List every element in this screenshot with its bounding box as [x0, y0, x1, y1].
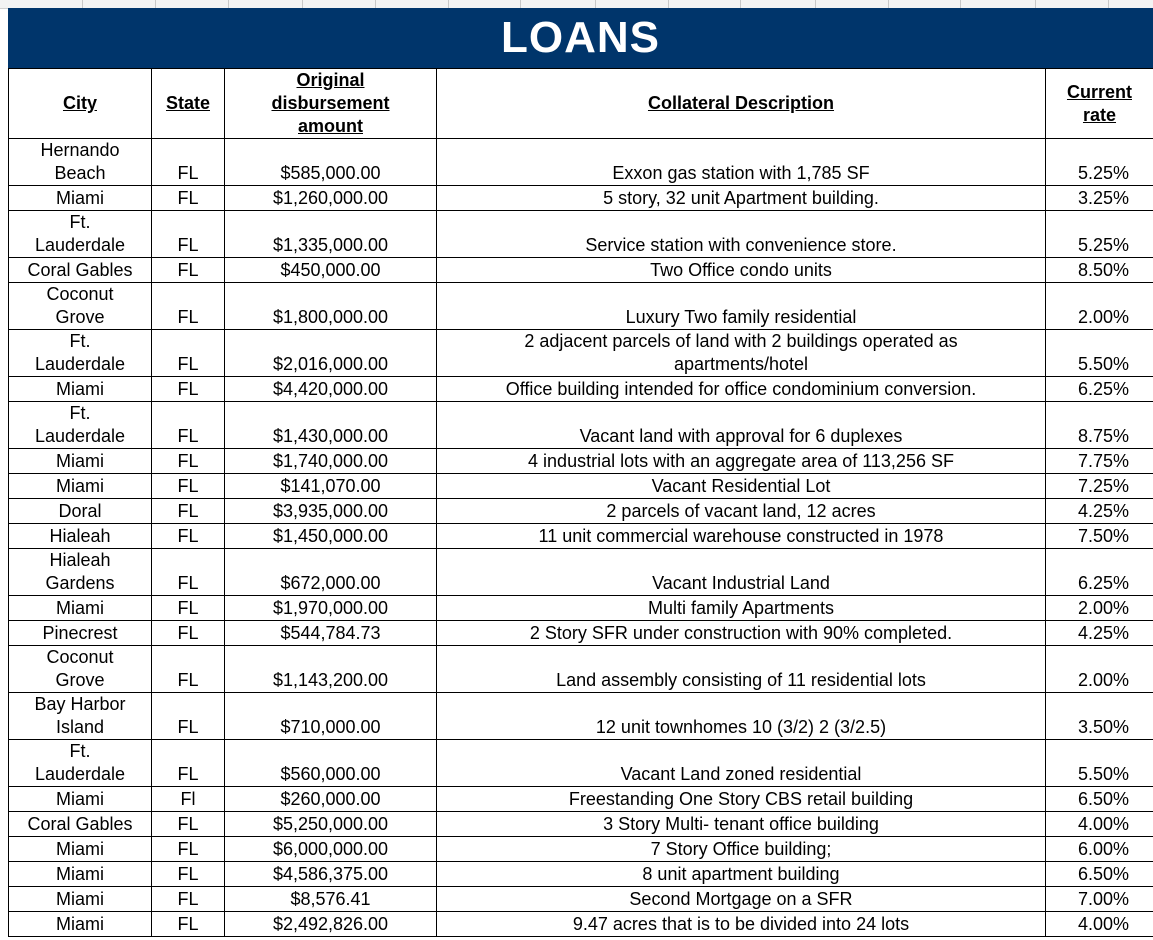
state-cell: FL — [152, 211, 225, 258]
city-cell — [9, 621, 152, 646]
rate-cell: 2.00% — [1046, 596, 1153, 621]
state-cell: FL — [152, 186, 225, 211]
description-line: Second Mortgage on a SFR — [629, 889, 853, 909]
state-cell: FL — [152, 449, 225, 474]
description-line: 11 unit commercial warehouse constructed in 1978 — [538, 526, 944, 546]
description-line: Vacant Residential Lot — [651, 476, 831, 496]
column-divider — [1035, 0, 1036, 8]
header-city: City — [9, 69, 152, 139]
loan-row — [9, 740, 1153, 787]
amount-cell: $1,800,000.00 — [225, 283, 437, 330]
city-line: Miami — [56, 476, 104, 496]
city-cell — [9, 449, 152, 474]
loan-rows — [9, 139, 1153, 937]
description-line: 3 Story Multi- tenant office building — [603, 814, 879, 834]
rate-cell: 3.50% — [1046, 693, 1153, 740]
column-divider — [302, 0, 303, 8]
description-line: 5 story, 32 unit Apartment building. — [603, 188, 879, 208]
city-cell — [9, 862, 152, 887]
city-line: Coral Gables — [27, 814, 133, 834]
city-line: Miami — [56, 598, 104, 618]
description-cell — [437, 330, 1046, 377]
city-cell — [9, 211, 152, 258]
amount-cell: $1,335,000.00 — [225, 211, 437, 258]
description-cell — [437, 621, 1046, 646]
amount-cell: $260,000.00 — [225, 787, 437, 812]
column-divider — [888, 0, 889, 8]
description-line: Office building intended for office condominium conversion. — [505, 379, 977, 399]
city-line: Lauderdale — [34, 354, 126, 374]
state-cell: FL — [152, 621, 225, 646]
rate-cell: 7.25% — [1046, 474, 1153, 499]
city-line: Miami — [56, 379, 104, 399]
rate-cell: 4.00% — [1046, 912, 1153, 937]
rate-cell: 5.25% — [1046, 211, 1153, 258]
rate-cell: 6.50% — [1046, 862, 1153, 887]
city-line: Ft. — [69, 741, 91, 761]
rate-cell: 2.00% — [1046, 646, 1153, 693]
city-line: Miami — [56, 914, 104, 934]
description-cell — [437, 862, 1046, 887]
amount-cell: $1,430,000.00 — [225, 402, 437, 449]
state-cell: FL — [152, 837, 225, 862]
header-amount — [225, 69, 437, 139]
city-cell — [9, 258, 152, 283]
column-divider — [82, 0, 83, 8]
state-cell: FL — [152, 330, 225, 377]
header-rate — [1046, 69, 1153, 139]
header-amount-line: Original — [296, 70, 365, 90]
description-line: 8 unit apartment building — [642, 864, 840, 884]
header-state: State — [152, 69, 225, 139]
amount-cell: $141,070.00 — [225, 474, 437, 499]
city-cell — [9, 596, 152, 621]
description-cell — [437, 787, 1046, 812]
column-divider — [740, 0, 741, 8]
state-cell: FL — [152, 596, 225, 621]
rate-cell: 6.50% — [1046, 787, 1153, 812]
city-line: Island — [55, 717, 105, 737]
city-line: Grove — [55, 307, 105, 327]
amount-cell: $4,586,375.00 — [225, 862, 437, 887]
description-cell — [437, 524, 1046, 549]
header-amount-line: amount — [298, 116, 363, 136]
description-line: Vacant Land zoned residential — [620, 764, 862, 784]
rate-cell: 5.25% — [1046, 139, 1153, 186]
column-divider — [960, 0, 961, 8]
rate-cell: 2.00% — [1046, 283, 1153, 330]
rate-cell: 5.50% — [1046, 740, 1153, 787]
rate-cell: 7.50% — [1046, 524, 1153, 549]
state-cell: FL — [152, 377, 225, 402]
state-cell: FL — [152, 499, 225, 524]
city-line: Ft. — [69, 212, 91, 232]
loan-row — [9, 549, 1153, 596]
loan-row — [9, 139, 1153, 186]
loan-row — [9, 211, 1153, 258]
rate-cell: 5.50% — [1046, 330, 1153, 377]
description-cell — [437, 283, 1046, 330]
amount-cell: $5,250,000.00 — [225, 812, 437, 837]
loan-row — [9, 474, 1153, 499]
amount-cell: $710,000.00 — [225, 693, 437, 740]
header-description: Collateral Description — [437, 69, 1046, 139]
description-cell — [437, 258, 1046, 283]
state-cell: FL — [152, 862, 225, 887]
city-line: Grove — [55, 670, 105, 690]
city-line: Hialeah — [49, 526, 111, 546]
city-cell — [9, 499, 152, 524]
city-line: Lauderdale — [34, 426, 126, 446]
loan-row — [9, 812, 1153, 837]
column-divider — [375, 0, 376, 8]
description-line: Vacant Industrial Land — [652, 573, 830, 593]
city-cell — [9, 812, 152, 837]
column-divider — [520, 0, 521, 8]
city-line: Pinecrest — [42, 623, 118, 643]
amount-cell: $672,000.00 — [225, 549, 437, 596]
city-cell — [9, 787, 152, 812]
loan-row — [9, 524, 1153, 549]
description-line: 2 adjacent parcels of land with 2 buildings operated as — [524, 331, 958, 351]
state-cell: FL — [152, 258, 225, 283]
city-line: Lauderdale — [34, 764, 126, 784]
city-cell — [9, 887, 152, 912]
description-line: apartments/hotel — [673, 354, 809, 374]
city-line: Miami — [56, 889, 104, 909]
state-cell: FL — [152, 402, 225, 449]
amount-cell: $3,935,000.00 — [225, 499, 437, 524]
amount-cell: $1,260,000.00 — [225, 186, 437, 211]
amount-cell: $6,000,000.00 — [225, 837, 437, 862]
loan-row — [9, 377, 1153, 402]
description-cell — [437, 549, 1046, 596]
city-line: Lauderdale — [34, 235, 126, 255]
city-cell — [9, 139, 152, 186]
description-cell — [437, 499, 1046, 524]
header-amount-line: disbursement — [271, 93, 390, 113]
amount-cell: $1,143,200.00 — [225, 646, 437, 693]
description-line: 9.47 acres that is to be divided into 24 lots — [572, 914, 910, 934]
city-cell — [9, 646, 152, 693]
description-cell — [437, 474, 1046, 499]
city-line: Beach — [54, 163, 106, 183]
column-divider — [668, 0, 669, 8]
state-cell: FL — [152, 912, 225, 937]
column-divider — [815, 0, 816, 8]
city-line: Hialeah — [49, 550, 111, 570]
city-line: Gardens — [45, 573, 115, 593]
loans-table — [8, 68, 1153, 937]
state-cell: FL — [152, 740, 225, 787]
amount-cell: $1,740,000.00 — [225, 449, 437, 474]
city-cell — [9, 283, 152, 330]
description-line: Multi family Apartments — [647, 598, 835, 618]
city-line: Miami — [56, 789, 104, 809]
header-rate-line: Current — [1066, 81, 1132, 102]
description-cell — [437, 139, 1046, 186]
city-line: Coral Gables — [27, 260, 133, 280]
city-cell — [9, 912, 152, 937]
rate-cell: 7.75% — [1046, 449, 1153, 474]
state-cell: FL — [152, 474, 225, 499]
city-cell — [9, 402, 152, 449]
state-cell: FL — [152, 646, 225, 693]
city-line: Ft. — [69, 331, 91, 351]
loan-row — [9, 596, 1153, 621]
city-line: Coconut — [46, 647, 114, 667]
description-cell — [437, 912, 1046, 937]
amount-cell: $2,016,000.00 — [225, 330, 437, 377]
rate-cell: 7.00% — [1046, 887, 1153, 912]
description-line: 2 parcels of vacant land, 12 acres — [606, 501, 876, 521]
city-line: Miami — [56, 451, 104, 471]
description-cell — [437, 812, 1046, 837]
description-line: Service station with convenience store. — [585, 235, 897, 255]
city-cell — [9, 330, 152, 377]
description-line: Freestanding One Story CBS retail building — [568, 789, 914, 809]
loan-row — [9, 887, 1153, 912]
loan-row — [9, 646, 1153, 693]
city-cell — [9, 837, 152, 862]
loan-row — [9, 693, 1153, 740]
state-cell: FL — [152, 887, 225, 912]
rate-cell: 6.00% — [1046, 837, 1153, 862]
description-line: Vacant land with approval for 6 duplexes — [579, 426, 903, 446]
loan-row — [9, 862, 1153, 887]
loan-row — [9, 402, 1153, 449]
loan-row — [9, 499, 1153, 524]
description-cell — [437, 402, 1046, 449]
description-cell — [437, 186, 1046, 211]
rate-cell: 8.50% — [1046, 258, 1153, 283]
city-line: Miami — [56, 839, 104, 859]
rate-cell: 8.75% — [1046, 402, 1153, 449]
city-line: Miami — [56, 188, 104, 208]
loans-title: LOANS — [8, 8, 1153, 68]
state-cell: FL — [152, 812, 225, 837]
description-line: Luxury Two family residential — [625, 307, 857, 327]
header-row — [9, 69, 1153, 139]
description-line: 4 industrial lots with an aggregate area of 113,256 SF — [528, 451, 954, 471]
description-line: 12 unit townhomes 10 (3/2) 2 (3/2.5) — [595, 717, 887, 737]
loan-row — [9, 283, 1153, 330]
amount-cell: $1,450,000.00 — [225, 524, 437, 549]
amount-cell: $1,970,000.00 — [225, 596, 437, 621]
loan-row — [9, 787, 1153, 812]
description-line: Two Office condo units — [650, 260, 832, 280]
city-cell — [9, 740, 152, 787]
city-line: Hernando — [40, 140, 120, 160]
description-line: Land assembly consisting of 11 residential lots — [556, 670, 926, 690]
city-line: Bay Harbor — [34, 694, 126, 714]
description-cell — [437, 693, 1046, 740]
column-divider — [595, 0, 596, 8]
description-cell — [437, 887, 1046, 912]
description-cell — [437, 837, 1046, 862]
state-cell: Fl — [152, 787, 225, 812]
column-divider — [228, 0, 229, 8]
loan-row — [9, 912, 1153, 937]
amount-cell: $8,576.41 — [225, 887, 437, 912]
state-cell: FL — [152, 549, 225, 596]
rate-cell: 4.25% — [1046, 499, 1153, 524]
loan-row — [9, 837, 1153, 862]
description-line: 2 Story SFR under construction with 90% completed. — [529, 623, 953, 643]
state-cell: FL — [152, 524, 225, 549]
loan-row — [9, 621, 1153, 646]
description-cell — [437, 449, 1046, 474]
description-cell — [437, 646, 1046, 693]
state-cell: FL — [152, 283, 225, 330]
city-cell — [9, 524, 152, 549]
amount-cell: $585,000.00 — [225, 139, 437, 186]
description-cell — [437, 596, 1046, 621]
amount-cell: $544,784.73 — [225, 621, 437, 646]
city-cell — [9, 186, 152, 211]
rate-cell: 3.25% — [1046, 186, 1153, 211]
description-line: 7 Story Office building; — [650, 839, 832, 859]
city-cell — [9, 693, 152, 740]
city-line: Ft. — [69, 403, 91, 423]
description-cell — [437, 740, 1046, 787]
amount-cell: $2,492,826.00 — [225, 912, 437, 937]
loan-row — [9, 258, 1153, 283]
city-cell — [9, 549, 152, 596]
amount-cell: $450,000.00 — [225, 258, 437, 283]
column-divider — [1108, 0, 1109, 8]
city-line: Miami — [56, 864, 104, 884]
state-cell: FL — [152, 693, 225, 740]
rate-cell: 6.25% — [1046, 377, 1153, 402]
amount-cell: $4,420,000.00 — [225, 377, 437, 402]
state-cell: FL — [152, 139, 225, 186]
amount-cell: $560,000.00 — [225, 740, 437, 787]
city-line: Coconut — [46, 284, 114, 304]
description-cell — [437, 377, 1046, 402]
column-divider — [155, 0, 156, 8]
rate-cell: 6.25% — [1046, 549, 1153, 596]
header-rate-line: rate — [1082, 104, 1117, 125]
city-line: Doral — [58, 501, 102, 521]
description-line: Exxon gas station with 1,785 SF — [612, 163, 870, 183]
column-divider — [448, 0, 449, 8]
loan-row — [9, 449, 1153, 474]
loan-row — [9, 330, 1153, 377]
city-cell — [9, 474, 152, 499]
rate-cell: 4.25% — [1046, 621, 1153, 646]
city-cell — [9, 377, 152, 402]
description-cell — [437, 211, 1046, 258]
rate-cell: 4.00% — [1046, 812, 1153, 837]
loan-row — [9, 186, 1153, 211]
